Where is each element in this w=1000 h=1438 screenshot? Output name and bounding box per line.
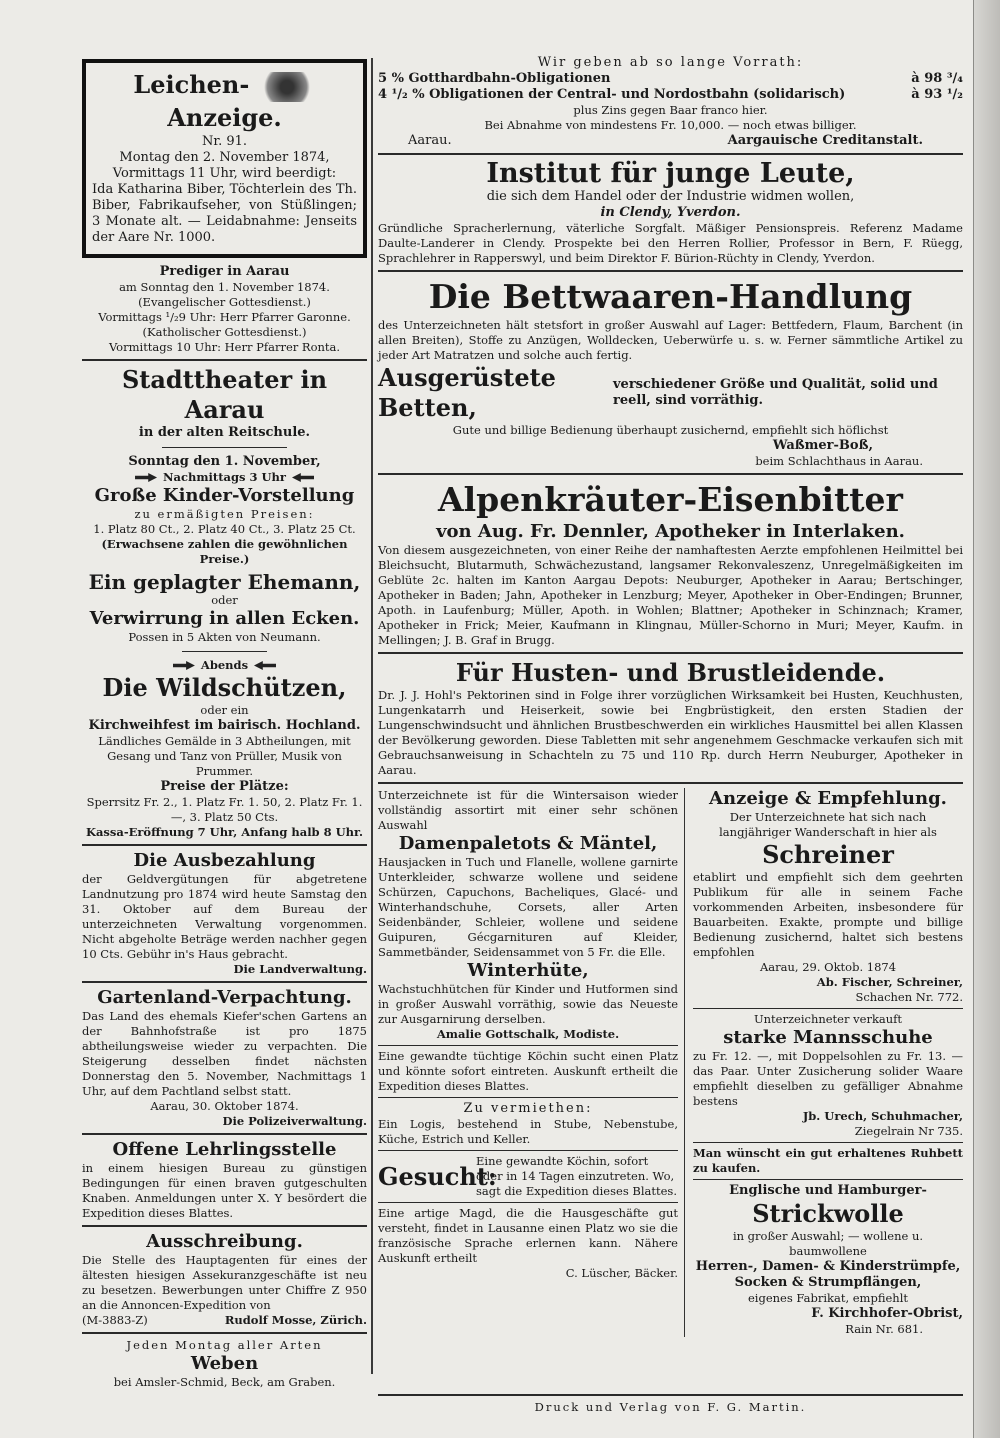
ornament-icon xyxy=(258,72,316,102)
preachers-line: (Evangelischer Gottesdienst.) xyxy=(138,294,311,309)
left-column xyxy=(82,55,367,1390)
garden-ad xyxy=(82,987,367,1129)
funeral-notice xyxy=(82,59,367,258)
maid-ad xyxy=(378,1206,678,1281)
bonds-place: Aarau. xyxy=(408,133,452,148)
theatre-prices-note: zu ermäßigten Preisen: xyxy=(134,506,315,521)
wanted-text: Eine gewandte Köchin, sofort oder in 14 Tagen einzutreten. Wo, sagt die Expedition dieses Blattes. xyxy=(476,1154,677,1198)
bedding-text2: Gute und billige Bedienung überhaupt zusichernd, empfiehlt sich höflichst xyxy=(452,423,889,437)
preachers-title: Prediger in Aarau xyxy=(159,263,290,279)
tender-code: (M-3883-Z) xyxy=(82,1312,148,1327)
yarn-products: Herren-, Damen- & Kinderstrümpfe, Socken & Strumpflängen, xyxy=(695,1259,961,1290)
theatre-time: Nachmittags 3 Uhr xyxy=(163,469,286,484)
yarn-title: Strickwolle xyxy=(752,1199,904,1228)
notice-title-left: Leichen- xyxy=(133,70,250,99)
bond-row-price: à 93 ¹/₂ xyxy=(911,87,963,102)
payout-sign: Die Landverwaltung. xyxy=(233,961,367,976)
weben-title: Weben xyxy=(190,1352,259,1374)
rent-text: Ein Logis, bestehend in Stube, Nebenstube, Küche, Estrich und Keller. xyxy=(378,1117,678,1146)
play-title: Ein geplagter Ehemann, xyxy=(88,569,361,594)
institute-location: in Clendy, Yverdon. xyxy=(600,205,741,220)
notice-title-right: Anzeige. xyxy=(167,102,282,132)
shoes-intro: Unterzeichneter verkauft xyxy=(753,1012,903,1026)
shoes-text: zu Fr. 12. —, mit Doppelsohlen zu Fr. 13. — das Paar. Unter Zusicherung solider Waare empfiehlt dieselben zu gefälliger Abnahme bestens xyxy=(693,1049,963,1108)
yarn-intro: Englische und Hamburger- xyxy=(729,1183,927,1198)
bedding-beds-text: verschiedener Größe und Qualität, solid und reell, sind vorräthig. xyxy=(613,377,938,408)
bedding-title: Die Bettwaaren-Handlung xyxy=(428,277,913,316)
notice-time: Vormittags 11 Uhr, wird beerdigt: xyxy=(112,165,337,181)
yarn-address: Rain Nr. 681. xyxy=(845,1322,923,1336)
carpenter-place: Aarau, 29. Oktob. 1874 xyxy=(759,960,897,974)
coats-title: Damenpaletots & Mäntel, xyxy=(398,833,658,854)
bonds-note: plus Zins gegen Baar franco hier. xyxy=(573,103,768,117)
carpenter-sign: Ab. Fischer, Schreiner, xyxy=(816,975,963,989)
bond-row-label: 5 % Gotthardbahn-Obligationen xyxy=(378,71,611,86)
carpenter-text: etablirt und empfiehlt sich dem geehrten Publikum für alle in seinem Fache vorkommenden Arbeiten, insbesondere für Bauarbeiten. Exakte, prompte und billige Bedienung zusichernd, haltet sich bestens empfohlen xyxy=(693,870,963,959)
carpenter-title: Anzeige & Empfehlung. xyxy=(709,788,947,809)
institute-text: Gründliche Spracherlernung, väterliche Sorgfalt. Mäßiger Pensionspreis. Referenz Madame Daulte-Landerer in Clendy. Prospekte bei den Herren Rollier, Professor in Bern, F. Rüegg, Sprachlehrer in Rapperswyl, und beim Direktor F. Bürion-Rüchty in Clendy, Yverdon. xyxy=(378,221,963,265)
yarn-ad xyxy=(693,1183,963,1337)
bitter-ad xyxy=(378,479,963,648)
theatre-ad xyxy=(82,365,367,840)
printer-footer: Druck und Verlag von F. G. Martin. xyxy=(534,1400,807,1414)
institute-sub: die sich dem Handel oder der Industrie widmen wollen, xyxy=(486,189,855,204)
cough-ad xyxy=(378,658,963,778)
coats-ad xyxy=(378,788,678,1042)
daybed-wanted-ad: Man wünscht ein gut erhaltenes Ruhbett zu kaufen. xyxy=(693,1146,963,1175)
garden-text: Das Land des ehemals Kiefer'schen Gartens an der Bahnhofstraße ist pro 1875 abtheilungsweise wieder zu verpachten. Die Steigerung desselben findet nächsten Donnerstag den 5. November, Nachmittags 1 Uhr, auf dem Pachtland selbst statt. xyxy=(82,1008,367,1098)
seat-prices-title: Preise der Plätze: xyxy=(160,778,289,794)
carpenter-intro: Der Unterzeichnete hat sich nach langjähriger Wanderschaft in hier als xyxy=(719,810,937,839)
notice-text: Ida Katharina Biber, Töchterlein des Th. Biber, Fabrikaufseher, von Stüßlingen; 3 Monate alt. — Leidabnahme: Jenseits der Aare Nr. 1000. xyxy=(92,181,357,245)
preachers-date: am Sonntag den 1. November 1874. xyxy=(119,279,330,294)
apprentice-ad xyxy=(82,1139,367,1221)
bonds-note: Bei Abnahme von mindestens Fr. 10,000. — noch etwas billiger. xyxy=(484,118,857,132)
bedding-beds: Ausgerüstete Betten, xyxy=(378,363,556,422)
weben-ad xyxy=(82,1338,367,1390)
pointing-hand-icon xyxy=(173,661,195,670)
preachers-line: (Katholischer Gottesdienst.) xyxy=(142,324,307,339)
wanted-ad xyxy=(378,1154,678,1199)
institute-ad xyxy=(378,159,963,266)
coats-intro: Unterzeichnete ist für die Wintersaison wieder vollständig assortirt mit einer sehr schönen Auswahl xyxy=(378,788,678,832)
box-office-opening: Kassa-Eröffnung 7 Uhr, Anfang halb 8 Uhr. xyxy=(85,824,364,839)
seat-prices: Sperrsitz Fr. 2., 1. Platz Fr. 1. 50, 2. Platz Fr. 1. —, 3. Platz 50 Cts. xyxy=(86,794,363,824)
shoes-sign: Jb. Urech, Schuhmacher, xyxy=(802,1109,963,1123)
carpenter-ad xyxy=(693,788,963,1005)
bond-row-price: à 98 ³/₄ xyxy=(911,71,963,86)
shoes-title: starke Mannsschuhe xyxy=(723,1027,933,1048)
theatre-adult-note: (Erwachsene zahlen die gewöhnlichen Preise.) xyxy=(101,536,348,566)
theatre-prices: 1. Platz 80 Ct., 2. Platz 40 Ct., 3. Platz 25 Ct. xyxy=(93,521,356,536)
yarn-sign: F. Kirchhofer-Obrist, xyxy=(811,1306,963,1321)
bitter-text: Von diesem ausgezeichneten, von einer Reihe der namhaftesten Aerzte empfohlenen Heilmittel bei Bleichsucht, Blutarmuth, Schwächezustand, langsamer Rekonvaleszenz, Unregelmäßigkeiten im Geblüte 2c. halten im Kanton Aargau Depots: Neuburger, Apotheker in Aarau; Bertschinger, Apotheker in Baden; Jahn, Apotheker in Lenzburg; Meyer, Apotheker in Ober-Endingen; Brunner, Apoth. in Laufenburg; Müller, Apoth. in Wohlen; Blattner; Apotheker in Schinznach; Kramer, Apotheker in Frick; Meier, Kaufmann in Klingnau, Müller-Schorno in Muri; Meyer, Kaufm. in Mellingen; J. B. Graf in Brugg. xyxy=(378,543,963,647)
bonds-head: Wir geben ab so lange Vorrath: xyxy=(537,55,804,70)
play-subtitle: Verwirrung in allen Ecken. xyxy=(89,607,360,629)
opera-info: Ländliches Gemälde in 3 Abtheilungen, mit Gesang und Tanz von Prüller, Musik von Prummer. xyxy=(98,733,351,778)
play-oder: oder xyxy=(211,592,238,607)
theatre-show: Große Kinder-Vorstellung xyxy=(94,484,355,506)
weben-line: Jeden Montag aller Arten xyxy=(126,1337,323,1352)
garden-title: Gartenland-Verpachtung. xyxy=(97,986,352,1008)
theatre-title: Stadttheater in Aarau xyxy=(121,364,328,424)
garden-place: Aarau, 30. Oktober 1874. xyxy=(150,1098,299,1113)
bedding-ad xyxy=(378,276,963,469)
bonds-ad xyxy=(378,55,963,149)
cough-text: Dr. J. J. Hohl's Pektorinen sind in Folge ihrer vorzüglichen Wirksamkeit bei Husten, Keuchhusten, Lungenkatarrh und Heiserkeit, sowie bei Engbrüstigkeit, den ersten Stadien der Lungenschwindsucht und ähnlichen Brustbeschwerden ein wirkliches Hausmittel bei allen Klassen der Bevölkerung geworden. Diese Tabletten mit sehr angenehmem Geschmacke verkaufen sich mit Gebrauchsanweisung in Schachteln zu 75 und 110 Rp. durch Herrn Neuburger, Apotheker in Aarau. xyxy=(378,688,963,777)
carpenter-trade: Schreiner xyxy=(762,840,894,869)
maid-sign: C. Lüscher, Bäcker. xyxy=(565,1266,678,1280)
page-edge xyxy=(973,0,1000,1438)
bitter-sub: von Aug. Fr. Dennler, Apotheker in Interlaken. xyxy=(436,521,905,542)
theatre-sub: in der alten Reitschule. xyxy=(138,424,311,440)
opera-oder: oder ein xyxy=(200,702,249,717)
preachers-line: Vormittags ¹/₂9 Uhr: Herr Pfarrer Garonne. xyxy=(98,309,351,324)
bedding-address: beim Schlachthaus in Aarau. xyxy=(755,454,923,468)
pointing-hand-icon xyxy=(292,473,314,482)
rent-ad xyxy=(378,1101,678,1147)
rent-title: Zu vermiethen: xyxy=(463,1101,593,1116)
bitter-title: Alpenkräuter-Eisenbitter xyxy=(438,480,903,519)
bonds-firm: Aargauische Creditanstalt. xyxy=(727,133,923,148)
bond-row-label: 4 ¹/₂ % Obligationen der Central- und Nordostbahn (solidarisch) xyxy=(378,87,846,102)
coats-text: Hausjacken in Tuch und Flanelle, wollene garnirte Unterkleider, schwarze wollene und seidene Schürzen, Capuchons, Bacheliques, Glacé- und Winterhandschuhe, Corsets, aller Arten Seidenbänder, Schleier, wollene und seidene Guipuren, Gécgarnituren auf Kleider, Sammetbänder, Seidensammet von 5 Fr. die Elle. xyxy=(378,855,678,959)
bedding-text: des Unterzeichneten hält stetsfort in großer Auswahl auf Lager: Bettfedern, Flaum, Barchent (in allen Breiten), Stoffe zu Anzügen, Wolldecken, Ueberwürfe u. s. w. Ferner sämmtliche Artikel zu jeder Art Matratzen und solche auch fertig. xyxy=(378,318,963,362)
tender-title: Ausschreibung. xyxy=(146,1230,303,1252)
opera-title: Die Wildschützen, xyxy=(102,672,347,702)
garden-sign: Die Polizeiverwaltung. xyxy=(222,1113,367,1128)
payout-text: der Geldvergütungen für abgetretene Landnutzung pro 1874 wird heute Samstag den 31. Oktober auf dem Bureau der unterzeichneten Verwaltung vorgenommen. Nicht abgeholte Beträge werden nachher gegen 10 Cts. Gebühr in's Haus gebracht. xyxy=(82,871,367,961)
weben-line: bei Amsler-Schmid, Beck, am Graben. xyxy=(113,1374,336,1389)
cough-title: Für Husten- und Brustleidende. xyxy=(455,658,886,687)
opera-subtitle: Kirchweihfest im bairisch. Hochland. xyxy=(88,717,361,733)
evening-label: Abends xyxy=(200,657,249,672)
theatre-date: Sonntag den 1. November, xyxy=(128,453,321,469)
shoes-ad xyxy=(693,1012,963,1139)
right-column xyxy=(378,55,963,1337)
notice-date: Montag den 2. November 1874, xyxy=(119,149,330,165)
carpenter-address: Schachen Nr. 772. xyxy=(855,990,963,1004)
hats-title: Winterhüte, xyxy=(467,960,589,981)
payout-ad xyxy=(82,850,367,977)
column-divider xyxy=(371,58,373,1374)
tender-ad xyxy=(82,1231,367,1328)
cook-ad: Eine gewandte tüchtige Köchin sucht einen Platz und könnte sofort eintreten. Auskunft ertheilt die Expedition dieses Blattes. xyxy=(378,1049,678,1093)
coats-sign: Amalie Gottschalk, Modiste. xyxy=(436,1027,620,1041)
yarn-text3: eigenes Fabrikat, empfiehlt xyxy=(747,1291,909,1305)
tender-firm: Rudolf Mosse, Zürich. xyxy=(224,1312,367,1327)
apprentice-title: Offene Lehrlingsstelle xyxy=(112,1138,337,1160)
wanted-title: Gesucht: xyxy=(378,1161,497,1191)
hats-text: Wachstuchhütchen für Kinder und Hutformen sind in großer Auswahl vorräthig, sowie das Neueste zur Ausgarnirung derselben. xyxy=(378,982,678,1026)
apprentice-text: in einem hiesigen Bureau zu günstigen Bedingungen für einen braven gutgeschulten Knaben. Anmeldungen unter X. Y besördert die Expedition dieses Blattes. xyxy=(82,1160,367,1220)
maid-text: Eine artige Magd, die die Hausgeschäfte gut versteht, findet in Lausanne einen Platz wo sie die französische Sprache erlernen kann. Nähere Auskunft ertheilt xyxy=(378,1206,678,1265)
preachers-line: Vormittags 10 Uhr: Herr Pfarrer Ronta. xyxy=(108,339,341,354)
institute-title: Institut für junge Leute, xyxy=(486,158,855,189)
pointing-hand-icon xyxy=(254,661,276,670)
play-info: Possen in 5 Akten von Neumann. xyxy=(128,629,321,644)
pointing-hand-icon xyxy=(135,473,157,482)
yarn-text: in großer Auswahl; — wollene u. baumwollene xyxy=(732,1229,924,1258)
payout-title: Die Ausbezahlung xyxy=(133,849,316,871)
shoes-address: Ziegelrain Nr 735. xyxy=(854,1124,963,1138)
tender-text: Die Stelle des Hauptagenten für eines der ältesten hiesigen Assekuranzgeschäfte ist neu zu besetzen. Bewerbungen unter Chiffre Z 950 an die Annoncen-Expedition von xyxy=(82,1252,367,1312)
bedding-sign: Waßmer-Boß, xyxy=(772,438,873,453)
notice-number: Nr. 91. xyxy=(201,133,248,149)
